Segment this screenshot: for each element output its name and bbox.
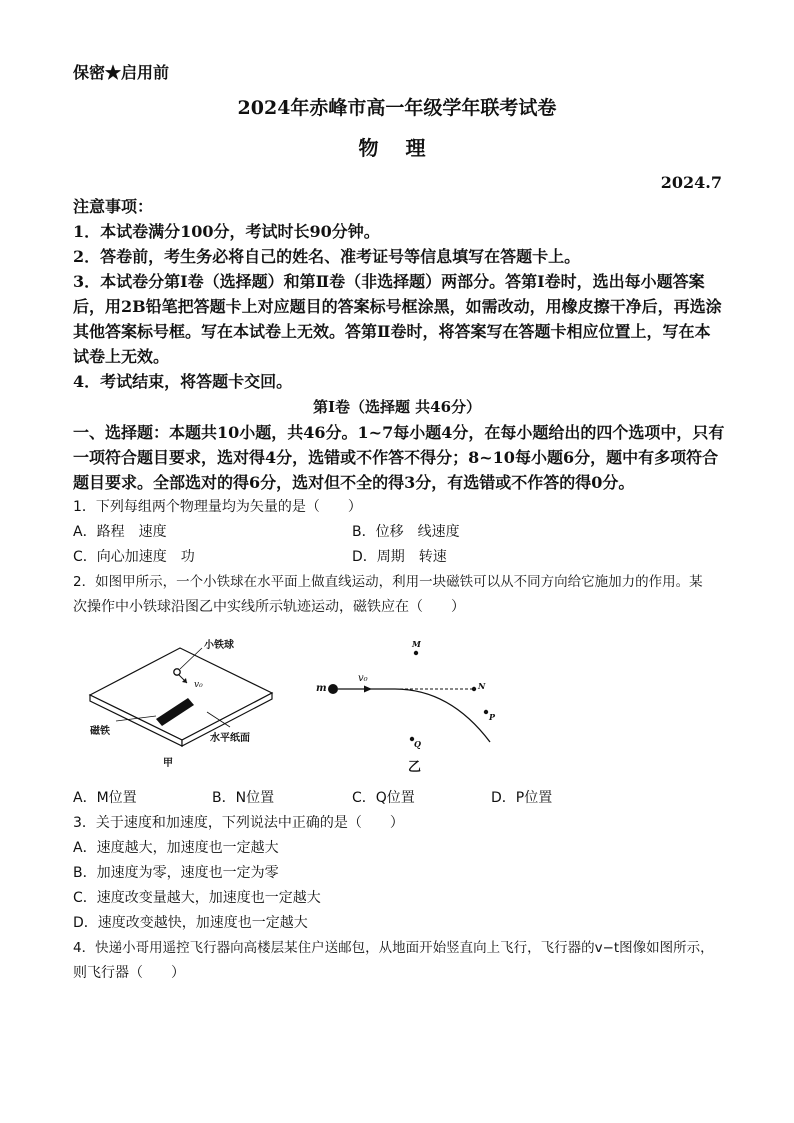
trajectory-curve [370,689,490,742]
q3-option-c: C．速度改变量越大，加速度也一定越大 [73,890,321,906]
q3-option-b: B．加速度为零，速度也一定为零 [73,865,279,881]
notice-heading: 注意事项： [73,197,154,216]
question-3-stem: 3．关于速度和加速度，下列说法中正确的是（ ） [73,815,404,831]
q3-option-d: D．速度改变越快，加速度也一定越大 [73,915,308,931]
iron-ball [174,669,180,675]
question-2-stem: 2．如图甲所示，一个小铁球在水平面上做直线运动，利用一块磁铁可以从不同方向给它施加力的作用。某 [73,574,703,590]
question-1-stem: 1．下列每组两个物理量均为矢量的是（ ） [73,499,362,515]
q1-option-c: C．向心加速度 功 [73,549,195,565]
question-2-stem: 次操作中小铁球沿图乙中实线所示轨迹运动，磁铁应在（ ） [73,599,465,615]
q2-option-b: B．N位置 [212,790,275,806]
notice-item: 4．考试结束，将答题卡交回。 [73,372,293,391]
q2-option-d: D．P位置 [491,790,553,806]
label-q: Q [414,739,421,749]
label-p: P [489,712,496,722]
notice-item: 后，用2B铅笔把答题卡上对应题目的答案标号框涂黑，如需改动，用橡皮擦干净后，再选涂 [73,297,722,316]
section-title: 第Ⅰ卷（选择题 共46分） [312,398,482,416]
question-4-stem: 4．快递小哥用遥控飞行器向高楼层某住户送邮包，从地面开始竖直向上飞行，飞行器的v−t图像如图所示， [73,940,714,956]
exam-title: 2024年赤峰市高一年级学年联考试卷 [237,97,557,119]
iron-ball-label: 小铁球 [204,640,234,651]
point-p [484,710,488,714]
magnet-label: 磁铁 [90,726,110,737]
q1-option-d: D．周期 转速 [352,549,447,565]
fig-a-velocity-label: v₀ [194,680,203,690]
figure-b-caption: 乙 [408,760,422,775]
notice-item: 其他答案标号框。写在本试卷上无效。答第Ⅱ卷时，将答案写在答题卡相应位置上，写在本 [73,322,711,341]
plane-label: 水平纸面 [210,733,250,744]
notice-item: 2．答卷前，考生务必将自己的姓名、准考证号等信息填写在答题卡上。 [73,247,581,266]
label-n: N [478,681,486,691]
subject-title: 物 理 [358,136,436,160]
section-intro: 一项符合题目要求，选对得4分，选错或不作答不得分；8~10每小题6分，题中有多项符合 [73,448,719,467]
notice-item: 试卷上无效。 [73,347,170,366]
section-intro: 一、选择题：本题共10小题，共46分。1~7每小题4分，在每小题给出的四个选项中，只有 [73,423,725,442]
figure-a [80,628,280,768]
mass-label: m [316,683,327,694]
confidential-mark: 保密★启用前 [73,63,170,82]
label-m: M [412,639,421,649]
figure-b [310,630,510,770]
notice-item: 1．本试卷满分100分，考试时长90分钟。 [73,222,380,241]
horizontal-plane [90,648,272,740]
figure-a-caption: 甲 [163,758,173,769]
q2-option-a: A．M位置 [73,790,137,806]
question-4-stem: 则飞行器（ ） [73,965,185,981]
section-intro: 题目要求。全部选对的得6分，选对但不全的得3分，有选错或不作答的得0分。 [73,473,635,492]
point-m [414,651,418,655]
point-n [472,687,476,691]
notice-item: 3．本试卷分第Ⅰ卷（选择题）和第Ⅱ卷（非选择题）两部分。答第Ⅰ卷时，选出每小题答案 [73,272,705,291]
q1-option-a: A．路程 速度 [73,524,167,540]
exam-date: 2024.7 [660,173,722,192]
fig-b-velocity-label: v₀ [358,673,368,684]
q2-option-c: C．Q位置 [352,790,415,806]
ball-m [328,684,338,694]
q3-option-a: A．速度越大，加速度也一定越大 [73,840,279,856]
q1-option-b: B．位移 线速度 [352,524,460,540]
